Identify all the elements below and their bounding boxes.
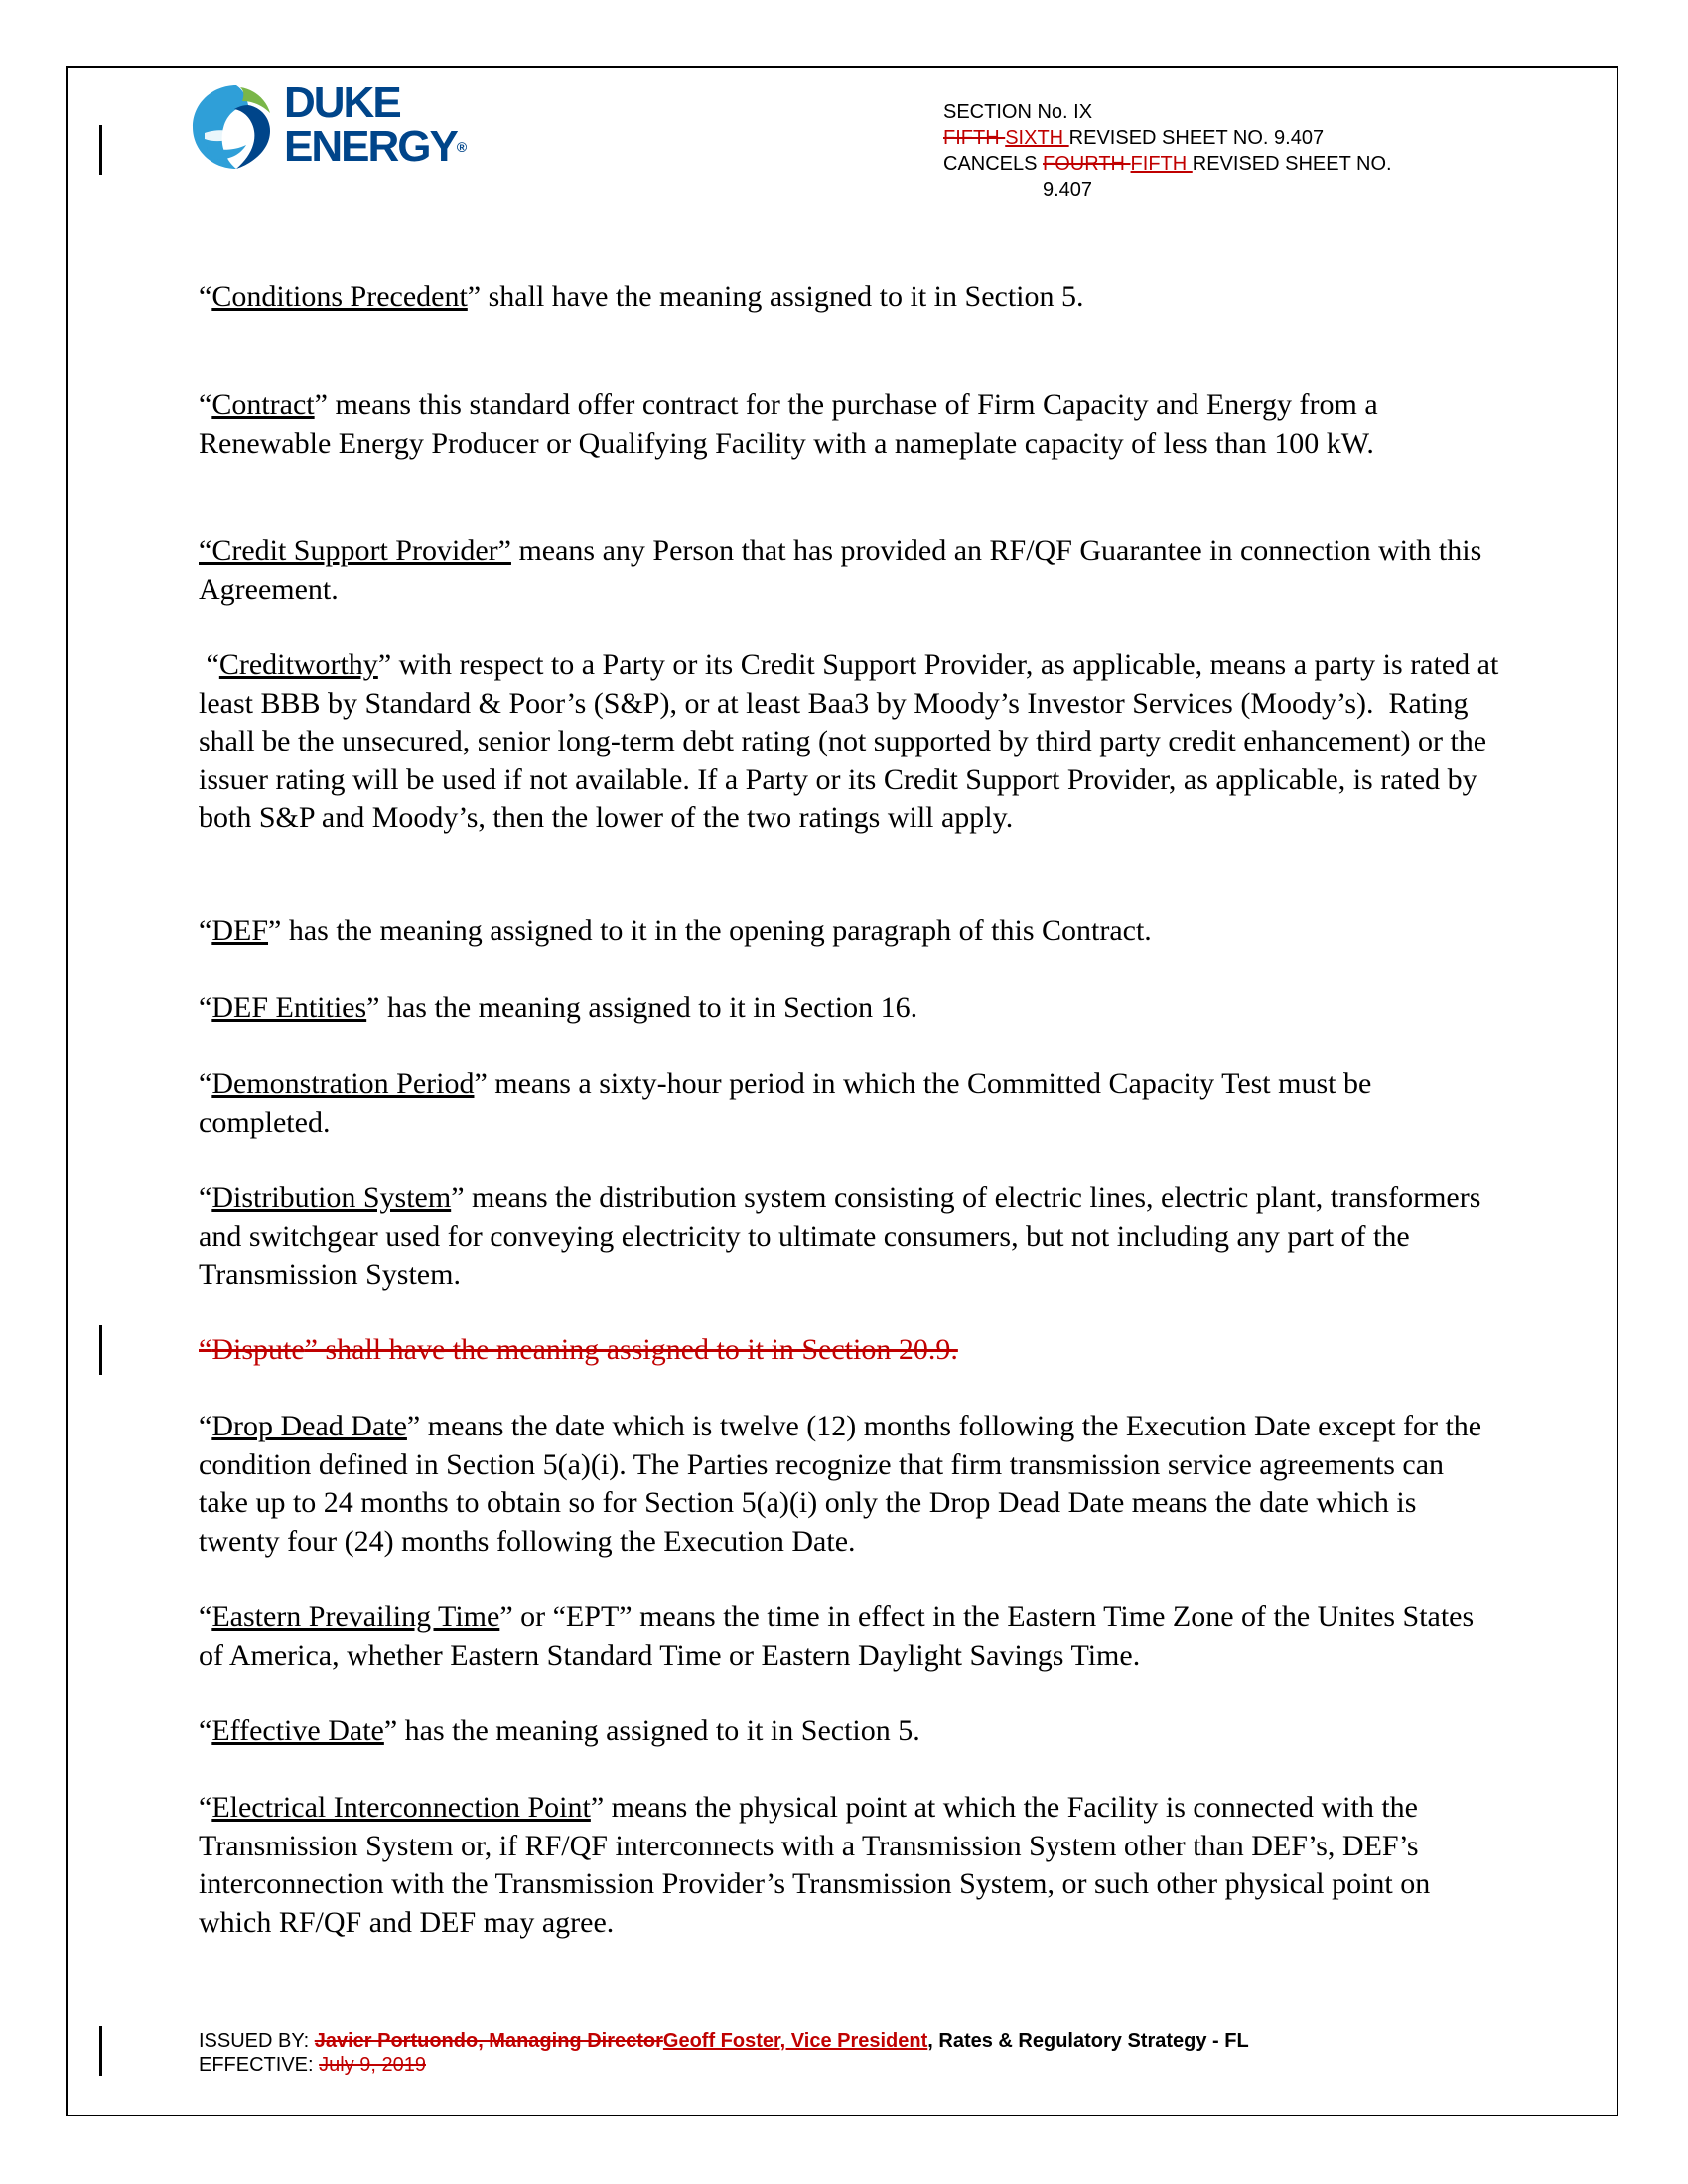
sheet-inserted-text: SIXTH [1005, 127, 1069, 149]
issued-by-deleted: Javier Portuondo, Managing Director [314, 2030, 663, 2052]
logo-line-1: DUKE [284, 78, 400, 127]
defined-term: Distribution System [211, 1181, 452, 1214]
duke-energy-logo [185, 77, 483, 177]
sheet-deleted-text: FIFTH [943, 127, 1006, 149]
def-def-entities: “DEF Entities” has the meaning assigned to it in Section 16. [199, 991, 918, 1024]
issued-by-line [199, 2029, 1509, 2053]
defined-term: Creditworthy [218, 648, 378, 681]
defined-term: Eastern Prevailing Time [211, 1600, 500, 1633]
def-eastern-prevailing-time: “Eastern Prevailing Time” or “EPT” means the time in effect in the Eastern Time Zone of the Unites States of America, whether Eastern Standard Time or Eastern Daylight Savings Time. [199, 1600, 1475, 1672]
defined-term: Dispute [211, 1333, 305, 1366]
def-conditions-precedent: “Conditions Precedent” shall have the meaning assigned to it in Section 5. [199, 280, 1084, 313]
def-drop-dead-date: “Drop Dead Date” means the date which is twelve (12) months following the Execution Date except for the condition defined in Section 5(a)(i). The Parties recognize that firm transmission service agreements can take up to 24 months to obtain so for Section 5(a)(i) only the Drop Dead Date means the date which is twenty four (24) months following the Execution Date. [199, 1410, 1482, 1558]
def-distribution-system: “Distribution System” means the distribution system consisting of electric lines, electric plant, transformers and switchgear used for conveying electricity to ultimate consumers, but not including any part of the Transmission System. [199, 1181, 1481, 1291]
defined-term: “Credit Support Provider” [199, 534, 511, 567]
defined-term: Demonstration Period [211, 1067, 475, 1100]
defined-term: Conditions Precedent [211, 280, 468, 313]
def-def: “DEF” has the meaning assigned to it in the opening paragraph of this Contract. [199, 914, 1152, 947]
change-bar-header [99, 125, 102, 175]
change-bar-footer [99, 2026, 102, 2076]
defined-term: DEF Entities [211, 991, 367, 1024]
def-contract: “Contract” means this standard offer contract for the purchase of Firm Capacity and Energy from a Renewable Energy Producer or Qualifying Facility with a nameplate capacity of less than 100 kW. [199, 388, 1378, 460]
section-number: SECTION No. IX [943, 101, 1093, 123]
defined-term: DEF [211, 914, 269, 947]
defined-term: Effective Date [211, 1714, 384, 1747]
cancels-line [943, 151, 1499, 177]
cancels-inserted-text: FIFTH [1130, 153, 1193, 175]
defined-term: Drop Dead Date [211, 1410, 407, 1442]
logo-wordmark [284, 78, 468, 171]
def-electrical-interconnection-point: “Electrical Interconnection Point” means the physical point at which the Facility is connected with the Transmission System or, if RF/QF interconnects with a Transmission System other than DEF’s, DEF’s interconnection with the Transmission Provider’s Transmission System, or such other physical point on which RF/QF and DEF may agree. [199, 1791, 1431, 1939]
effective-line [199, 2053, 1509, 2077]
def-creditworthy: “Creditworthy” with respect to a Party or its Credit Support Provider, as applicable, means a party is rated at least BBB by Standard & Poor’s (S&P), or at least Baa3 by Moody’s Investor Services (Moody’s). Rating shall be the unsecured, senior long-term debt rating (not supported by third party credit enhancement) or the issuer rating will be used if not available. If a Party or its Credit Support Provider, as applicable, is rated by both S&P and Moody’s, then the lower of the two ratings will apply. [199, 648, 1506, 834]
issued-by-label: ISSUED BY: [199, 2030, 315, 2052]
change-bar-dispute [99, 1325, 102, 1375]
cancels-sheet-number: 9.407 [1043, 179, 1093, 201]
revised-sheet-line [943, 125, 1499, 151]
effective-deleted-date: July 9, 2019 [319, 2054, 426, 2076]
def-effective-date: “Effective Date” has the meaning assigned to it in Section 5. [199, 1714, 920, 1747]
duke-energy-swirl-icon [185, 77, 284, 177]
registered-mark: ® [456, 139, 468, 155]
def-demonstration-period: “Demonstration Period” means a sixty-hour period in which the Committed Capacity Test must be completed. [199, 1067, 1372, 1139]
defined-term: Electrical Interconnection Point [211, 1791, 591, 1824]
effective-label: EFFECTIVE: [199, 2054, 320, 2076]
logo-line-2: ENERGY [284, 122, 457, 171]
cancels-rest-text: REVISED SHEET NO. [1192, 153, 1392, 175]
cancels-deleted-text: FOURTH [1043, 153, 1131, 175]
cancels-prefix: CANCELS [943, 153, 1044, 175]
defined-term: Contract [211, 388, 315, 421]
sheet-rest-text: REVISED SHEET NO. 9.407 [1068, 127, 1325, 149]
def-credit-support-provider: “Credit Support Provider” means any Person that has provided an RF/QF Guarantee in connection with this Agreement. [199, 534, 1482, 606]
issued-by-title: , Rates & Regulatory Strategy - FL [927, 2030, 1249, 2052]
issued-footer [199, 2029, 1509, 2077]
issued-by-inserted: Geoff Foster, Vice President [662, 2030, 928, 2052]
def-dispute-deleted: “Dispute” shall have the meaning assigned to it in Section 20.9. [199, 1333, 958, 1366]
sheet-header [943, 99, 1499, 203]
